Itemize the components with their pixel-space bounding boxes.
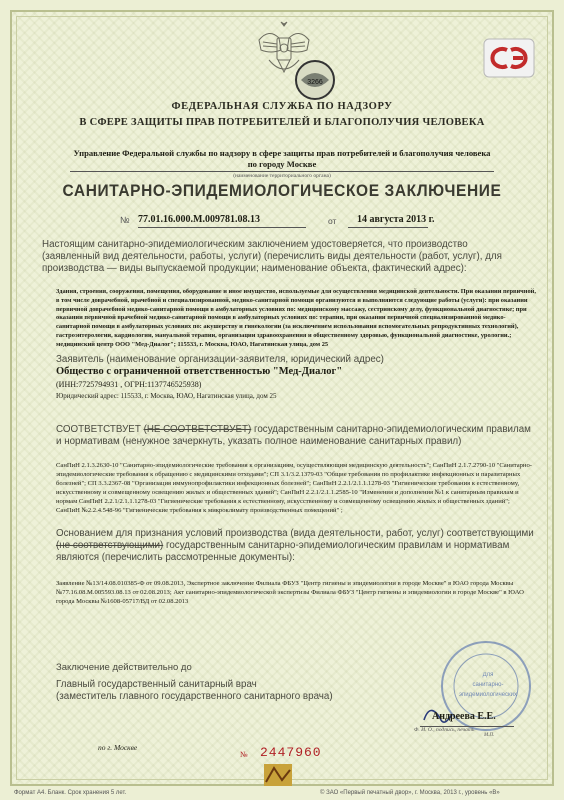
signatory-line1: Главный государственный санитарный врач xyxy=(56,679,257,690)
svg-text:Для: Для xyxy=(482,672,494,678)
hologram-sticker-icon xyxy=(264,764,292,786)
basis-part2: государственным санитарно-эпидемиологическим правилам и нормативам являются xyxy=(56,540,510,564)
se-logo-icon xyxy=(483,38,535,78)
issuer-underline xyxy=(70,171,494,172)
conformity-word: СООТВЕТСТВУЕТ xyxy=(56,424,141,435)
applicant-inn: (ИНН:7725794931 , ОГРН:1137746525938) xyxy=(56,380,202,389)
serial-number: 2447960 xyxy=(260,745,322,760)
official-seal-icon xyxy=(400,630,540,760)
basis-note: (перечислить рассмотренные документы): xyxy=(101,552,295,564)
applicant-company: Общество с ограниченной ответственностью "Мед-Диалог" xyxy=(56,366,343,377)
document-title: САНИТАРНО-ЭПИДЕМИОЛОГИЧЕСКОЕ ЗАКЛЮЧЕНИЕ xyxy=(62,182,502,201)
date-underline xyxy=(348,227,428,228)
stamp-place-label: М.П. xyxy=(484,733,495,738)
serial-prefix: № xyxy=(240,750,248,759)
issuer-name xyxy=(30,148,534,170)
city-label: по г. Москве xyxy=(98,743,138,752)
document-number: 77.01.16.000.М.009781.08.13 xyxy=(138,214,260,225)
date-from-label: от xyxy=(328,216,337,226)
applicant-address: Юридический адрес: 115533, г. Москва, ЮАО, Нагатинская улица, дом 25 xyxy=(56,392,277,400)
signatory-title xyxy=(56,679,333,703)
intro-text: Настоящим санитарно-эпидемиологическим заключением удостоверяется, что производство (заявленный вид деятельности, работы, услуги) (перечислить виды деятельности (работ, услуг), для производства — виды выпускаемой продукции; наименование объекта, фактический адрес): xyxy=(42,239,502,275)
footer-right: © ЗАО «Первый печатный двор», г. Москва, 2013 г., уровень «В» xyxy=(320,790,500,796)
hologram-stamp-icon xyxy=(293,58,337,102)
agency-title-line1: ФЕДЕРАЛЬНАЯ СЛУЖБА ПО НАДЗОРУ xyxy=(171,101,393,112)
issuer-hint: (наименование территориального органа) xyxy=(233,173,331,179)
products-description: Здания, строения, сооружения, помещения, оборудование и иное имущество, используемые для осуществления медицинской деятельности. При оказании первичной, в том числе доврачебной, врачебной и специализированной, медико-санитарной помощи организуются и выполняются следующие работы (услуги): при оказании первичной доврачебной медико-санитарной помощи в амбулаторных условиях по: медицинскому массажу, сестринскому делу, функциональной диагностике; при оказании первичной врачебной медико-санитарной помощи в амбулаторных условиях по: терапии, при оказании первичной специализированной медико-санитарной помощи в амбулаторных условиях по: акушерству и гинекологии (за исключением использования вспомогательных репродуктивных технологий), гастроэнтерологии, кардиологии, мануальной терапии, организации здравоохранения и общественному здоровью, функциональной диагностике, урологии.; медицинский центр ООО "Мед-Диалог"; 115533, г. Москва, ЮАО, Нагатинская улица, дом 25 xyxy=(56,288,536,348)
signatory-line2: (заместитель главного государственного санитарного врача) xyxy=(56,691,333,703)
footer-left: Формат А4. Бланк. Срок хранения 5 лет. xyxy=(14,790,127,796)
svg-text:санитарно-: санитарно- xyxy=(472,682,504,688)
validity-label: Заключение действительно до xyxy=(56,662,192,673)
svg-text:эпидемиологических: эпидемиологических xyxy=(458,692,518,698)
conformity-struck: (НЕ СООТВЕТСТВУЕТ) xyxy=(143,424,252,435)
document-date: 14 августа 2013 г. xyxy=(357,214,435,225)
issuer-line2: по городу Москве xyxy=(247,159,317,169)
number-underline xyxy=(138,227,306,228)
signature-hint: Ф. И. О., подпись, печать xyxy=(414,727,475,733)
basis-struck: (не соответствующими) xyxy=(56,540,164,552)
number-prefix: № xyxy=(120,215,130,225)
conformity-note: (ненужное зачеркнуть, указать полное наименование санитарных правил) xyxy=(122,436,462,448)
basis-statement xyxy=(56,528,534,565)
sanitary-norms-list: СанПиН 2.1.3.2630-10 "Санитарно-эпидемиологические требования к организациям, осуществляющим медицинскую деятельность"; СанПиН 2.1.7.2790-10 "Санитарно-эпидемиологические требования к обращению с медицинскими отходами"; СП 3.1/3.2.1379-03 "Общие требования по профилактике инфекционных и паразитарных болезней"; СП 3.3.2367-08 "Организация иммунопрофилактики инфекционных болезней"; СанПиН 2.2.1/2.1.1.1278-03 "Гигиенические требования к естественному, искусственному и совмещенному освещению жилых и общественных зданий"; СанПиН 2.2.1/2.1.1.2585-10 "Изменения и дополнения №1 к санитарным правилам и нормам СанПиН 2.2.1/2.1.1.1278-03 "Гигиенические требования к естественному, искусственному и совмещенному освещению жилых и общественных зданий"; СанПиН №2.2.4.548-96 "Гигиенические требования к микроклимату производственных помещений" ; xyxy=(56,462,532,514)
applicant-label: Заявитель (наименование организации-заявителя, юридический адрес) xyxy=(56,354,384,365)
agency-title-line2: В СФЕРЕ ЗАЩИТЫ ПРАВ ПОТРЕБИТЕЛЕЙ И БЛАГОПОЛУЧИЯ ЧЕЛОВЕКА xyxy=(79,117,485,128)
basis-part1: Основанием для признания условий производства (вида деятельности, работ, услуг) соответствующими xyxy=(56,528,534,539)
documents-list: Заявление №13/14.08.010385-Ф от 09.08.2013, Экспертное заключение Филиала ФБУЗ "Центр гигиены и эпидемиологии в городе Москве" в ЮАО города Москвы №77.16.08.М.005593.08.13 от 02.08.2013; Акт санитарно-эпидемиологической экспертизы Филиала ФБУЗ "Центр гигиены и эпидемиологии в городе Москве" в ЮАО города Москвы №1608-05717/ВД от 02.08.2013 xyxy=(56,580,524,606)
issuer-line1: Управление Федеральной службы по надзору в сфере защиты прав потребителей и благополучия человека xyxy=(73,148,491,158)
signatory-name: Андреева Е.Е. xyxy=(432,711,496,722)
svg-text:3266: 3266 xyxy=(307,79,323,86)
conformity-statement xyxy=(56,424,534,448)
conformity-rest: государственным санитарно-эпидемиологическим правилам и нормативам xyxy=(56,424,531,448)
